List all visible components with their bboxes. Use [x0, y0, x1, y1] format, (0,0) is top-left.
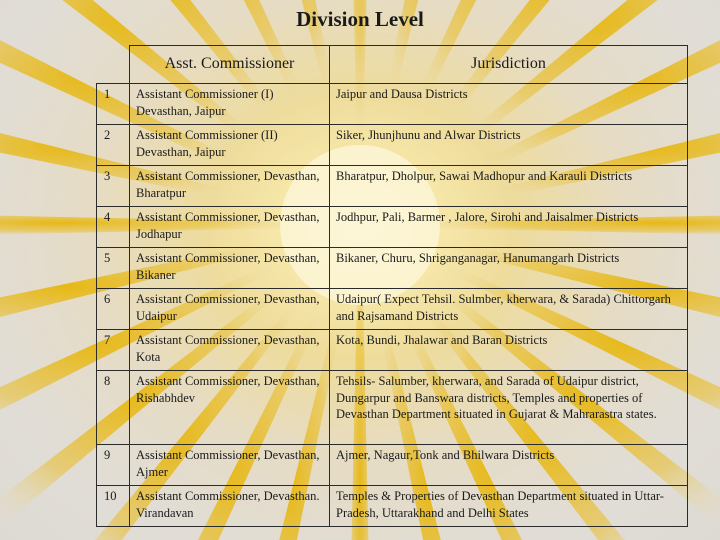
commissioner-cell: Assistant Commissioner (I) Devasthan, Jaipur	[130, 84, 330, 125]
header-jurisdiction: Jurisdiction	[330, 46, 688, 84]
table-header-row	[97, 46, 688, 84]
jurisdiction-cell: Temples & Properties of Devasthan Department situated in Uttar-Pradesh, Uttarakhand and Delhi States	[330, 486, 688, 527]
row-number: 7	[97, 330, 130, 371]
commissioner-cell: Assistant Commissioner, Devasthan, Rishabhdev	[130, 371, 330, 445]
row-number: 9	[97, 445, 130, 486]
jurisdiction-cell: Tehsils- Salumber, kherwara, and Sarada of Udaipur district, Dungarpur and Banswara districts, Temples and properties of Devasthan Department situated in Gujarat & Mahrarastra states.	[330, 371, 688, 445]
table-row	[97, 330, 688, 371]
table-row	[97, 371, 688, 445]
table-row	[97, 289, 688, 330]
row-number: 4	[97, 207, 130, 248]
jurisdiction-cell: Udaipur( Expect Tehsil. Sulmber, kherwara, & Sarada) Chittorgarh and Rajsamand Districts	[330, 289, 688, 330]
header-number	[97, 46, 130, 84]
jurisdiction-cell: Bharatpur, Dholpur, Sawai Madhopur and Karauli Districts	[330, 166, 688, 207]
commissioner-cell: Assistant Commissioner, Devasthan. Virandavan	[130, 486, 330, 527]
jurisdiction-cell: Jaipur and Dausa Districts	[330, 84, 688, 125]
jurisdiction-cell: Siker, Jhunjhunu and Alwar Districts	[330, 125, 688, 166]
commissioner-cell: Assistant Commissioner, Devasthan, Bikaner	[130, 248, 330, 289]
commissioner-cell: Assistant Commissioner, Devasthan, Jodhapur	[130, 207, 330, 248]
commissioner-cell: Assistant Commissioner, Devasthan, Udaipur	[130, 289, 330, 330]
row-number: 5	[97, 248, 130, 289]
jurisdiction-cell: Ajmer, Nagaur,Tonk and Bhilwara Districts	[330, 445, 688, 486]
table-row	[97, 125, 688, 166]
commissioner-cell: Assistant Commissioner, Devasthan, Bharatpur	[130, 166, 330, 207]
table-row	[97, 248, 688, 289]
commissioner-cell: Assistant Commissioner (II) Devasthan, Jaipur	[130, 125, 330, 166]
table-row	[97, 207, 688, 248]
division-table	[96, 45, 688, 527]
jurisdiction-cell: Jodhpur, Pali, Barmer , Jalore, Sirohi and Jaisalmer Districts	[330, 207, 688, 248]
table-row	[97, 445, 688, 486]
commissioner-cell: Assistant Commissioner, Devasthan, Ajmer	[130, 445, 330, 486]
page-title: Division Level	[296, 7, 424, 31]
row-number: 1	[97, 84, 130, 125]
table-row	[97, 84, 688, 125]
commissioner-cell: Assistant Commissioner, Devasthan, Kota	[130, 330, 330, 371]
row-number: 8	[97, 371, 130, 445]
jurisdiction-cell: Kota, Bundi, Jhalawar and Baran Districts	[330, 330, 688, 371]
row-number: 3	[97, 166, 130, 207]
table-row	[97, 486, 688, 527]
row-number: 2	[97, 125, 130, 166]
row-number: 6	[97, 289, 130, 330]
jurisdiction-cell: Bikaner, Churu, Shriganganagar, Hanumangarh Districts	[330, 248, 688, 289]
table-row	[97, 166, 688, 207]
row-number: 10	[97, 486, 130, 527]
header-commissioner: Asst. Commissioner	[130, 46, 330, 84]
